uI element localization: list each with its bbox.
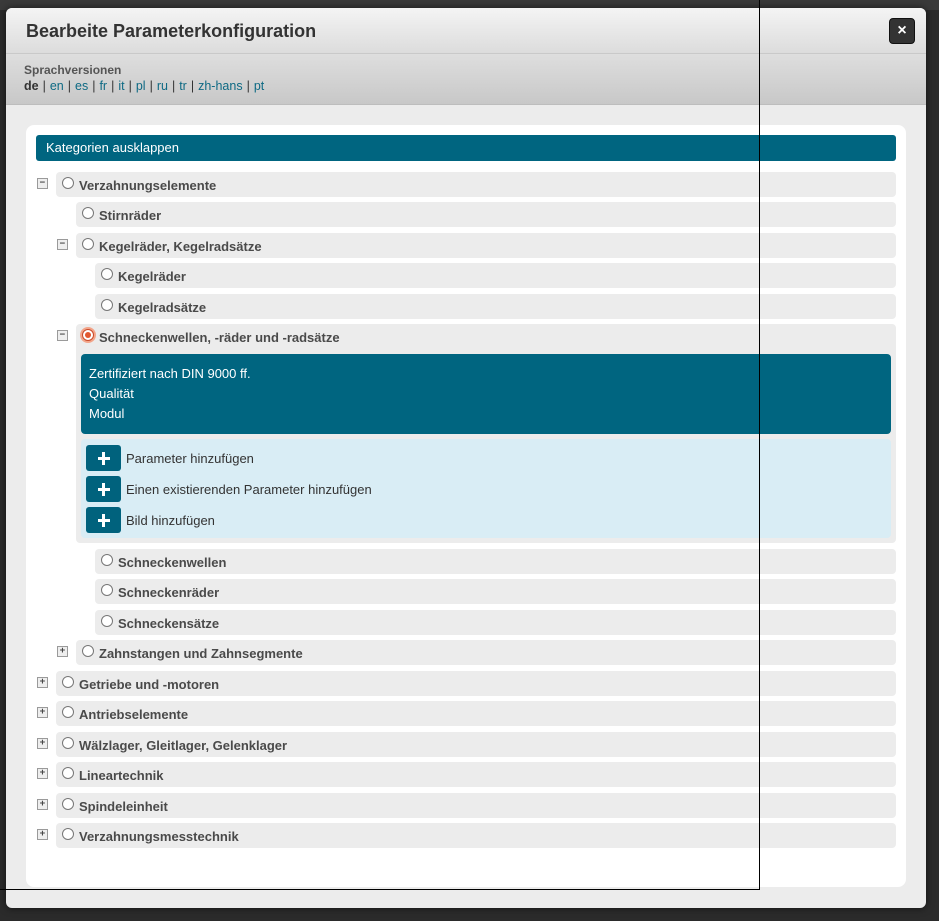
modal-title: Bearbeite Parameterkonfiguration [26,21,317,41]
node-label: Kegelräder [118,269,186,284]
tree-node-kegelraeder[interactable] [95,263,896,288]
expand-toggle-getriebe[interactable]: + [37,677,48,688]
tree-node-schneckenraeder[interactable] [95,579,896,604]
parameter-item: Zertifiziert nach DIN 9000 ff. [89,366,251,381]
tree-node-kegelradsaetze[interactable] [95,294,896,319]
radio-kegel-group[interactable] [82,238,94,250]
expand-toggle-waelzlager[interactable]: + [37,738,48,749]
tree-node-verzahnungsmesstechnik[interactable] [56,823,896,848]
add-parameter-button[interactable] [86,445,121,471]
language-current: de [24,79,39,93]
node-label: Getriebe und -motoren [79,677,220,692]
node-label: Verzahnungselemente [79,178,217,193]
language-versions-label: Sprachversionen [24,63,122,77]
radio-schneckenwellen[interactable] [101,554,113,566]
language-link-it[interactable]: it [118,79,125,93]
node-label: Schneckensätze [118,616,220,631]
language-link-fr[interactable]: fr [99,79,108,93]
tree-node-schneckenwellen[interactable] [95,549,896,574]
language-link-ru[interactable]: ru [156,79,168,93]
add-parameter-link[interactable]: Parameter hinzufügen [126,451,254,466]
radio-verzahnungsmesstechnik[interactable] [62,828,74,840]
node-label: Lineartechnik [79,768,164,783]
node-label: Antriebselemente [79,707,189,722]
tree-node-zahnstangen[interactable] [76,640,896,665]
collapse-toggle-kegel[interactable]: − [57,239,68,250]
expand-toggle-zahnstangen[interactable]: + [57,646,68,657]
add-existing-parameter-link[interactable]: Einen existierenden Parameter hinzufügen [126,482,372,497]
expand-toggle-antriebselemente[interactable]: + [37,707,48,718]
collapse-toggle-schnecken[interactable]: − [57,330,68,341]
language-link-pl[interactable]: pl [135,79,146,93]
tree-node-spindeleinheit[interactable] [56,793,896,818]
tree-node-schnecken-group[interactable] [76,324,896,349]
radio-schneckensaetze[interactable] [101,615,113,627]
radio-zahnstangen[interactable] [82,645,94,657]
parameter-item: Modul [89,406,125,421]
parameter-item: Qualität [89,386,134,401]
language-link-en[interactable]: en [49,79,64,93]
add-image-link[interactable]: Bild hinzufügen [126,513,215,528]
tree-node-getriebe[interactable] [56,671,896,696]
node-label: Verzahnungsmesstechnik [79,829,239,844]
radio-lineartechnik[interactable] [62,767,74,779]
radio-kegelradsaetze[interactable] [101,299,113,311]
modal-header [6,8,926,54]
collapse-toggle-verzahnungselemente[interactable]: − [37,178,48,189]
close-button[interactable]: × [889,18,915,44]
node-label: Stirnräder [99,208,162,223]
radio-antriebselemente[interactable] [62,706,74,718]
tree-node-kegel-group[interactable] [76,233,896,258]
node-label: Schneckenwellen, -räder und -radsätze [99,330,340,345]
radio-waelzlager[interactable] [62,737,74,749]
language-link-zh-hans[interactable]: zh-hans [198,79,243,93]
radio-schnecken-group-selected[interactable] [82,329,94,341]
radio-kegelraeder[interactable] [101,268,113,280]
node-label: Schneckenwellen [118,555,227,570]
expand-categories-button[interactable]: Kategorien ausklappen [36,135,896,161]
language-link-es[interactable]: es [75,79,89,93]
radio-stirnraeder[interactable] [82,207,94,219]
tree-node-lineartechnik[interactable] [56,762,896,787]
tree-node-waelzlager[interactable] [56,732,896,757]
node-label: Kegelräder, Kegelradsätze [99,239,262,254]
edit-parameter-config-modal [6,8,926,908]
parameter-actions-panel [81,439,891,538]
language-list: de | en | es | fr | it | pl | ru | tr | zh-hans | pt [24,79,265,93]
node-label: Zahnstangen und Zahnsegmente [99,646,303,661]
language-link-pt[interactable]: pt [253,79,265,93]
node-label: Kegelradsätze [118,300,207,315]
tree-node-verzahnungselemente[interactable] [56,172,896,197]
tree-node-antriebselemente[interactable] [56,701,896,726]
expand-toggle-spindeleinheit[interactable]: + [37,799,48,810]
node-label: Schneckenräder [118,585,220,600]
expand-toggle-lineartechnik[interactable]: + [37,768,48,779]
tree-node-schneckensaetze[interactable] [95,610,896,635]
add-existing-parameter-button[interactable] [86,476,121,502]
parameter-list [81,354,891,434]
language-link-tr[interactable]: tr [179,79,187,93]
language-bar [6,54,926,105]
radio-spindeleinheit[interactable] [62,798,74,810]
radio-verzahnungselemente[interactable] [62,177,74,189]
add-image-button[interactable] [86,507,121,533]
expand-toggle-verzahnungsmesstechnik[interactable]: + [37,829,48,840]
node-label: Spindeleinheit [79,799,168,814]
node-label: Wälzlager, Gleitlager, Gelenklager [79,738,288,753]
category-tree-panel [26,125,906,887]
radio-schneckenraeder[interactable] [101,584,113,596]
radio-getriebe[interactable] [62,676,74,688]
tree-node-stirnraeder[interactable] [76,202,896,227]
